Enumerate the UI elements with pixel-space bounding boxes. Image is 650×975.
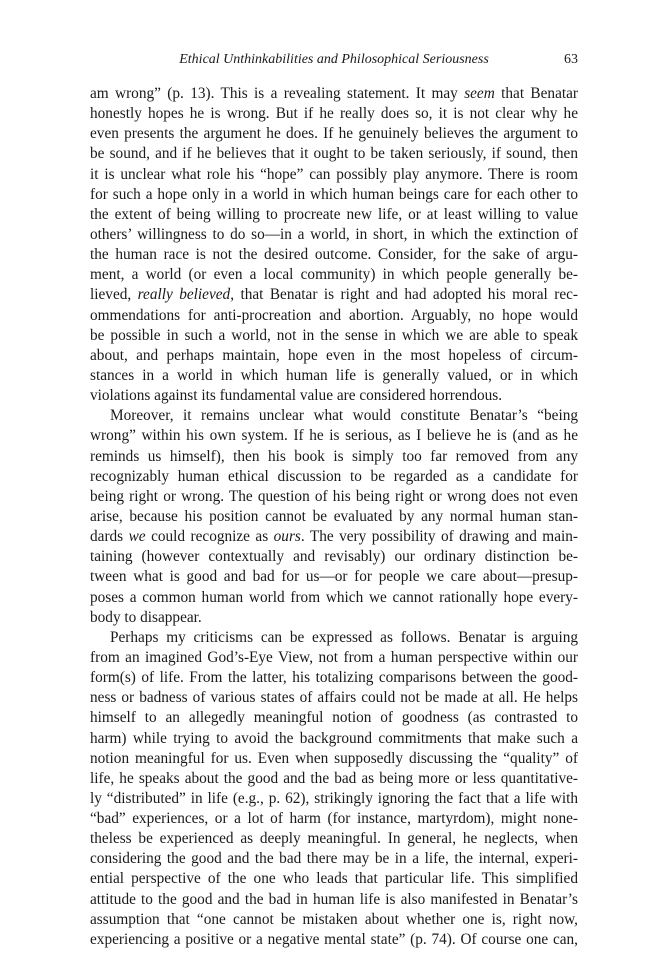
text-line: am wrong” (p. 13). This is a revealing statement. It may seem that Benatar — [90, 85, 578, 102]
text-line: theless be experienced as deeply meaningful. In general, he neglects, when — [90, 830, 578, 848]
text-line: for such a hope only in a world in which human beings care for each other to — [90, 185, 578, 203]
text-line: even presents the argument he does. If he genuinely believes the argument to — [90, 125, 578, 143]
text-line: others’ willingness to do so—in a world, in short, in which the extinction of — [90, 225, 578, 243]
text-line: poses a common human world from which we cannot rationally hope every- — [90, 588, 578, 606]
text-line: about, and perhaps maintain, hope even in the most hopeless of circum- — [90, 346, 578, 364]
text-line: from an imagined God’s-Eye View, not from a human perspective within our — [90, 648, 578, 666]
emphasis: seem — [464, 85, 495, 102]
text-line: stances in a world in which human life is generally valued, or in which — [90, 366, 578, 384]
text-line: honestly hopes he is wrong. But if he really does so, it is not clear why he — [90, 105, 578, 123]
text-line: tween what is good and bad for us—or for people we care about—presup- — [90, 568, 578, 586]
text-line: considering the good and the bad there may be in a life, the internal, experi- — [90, 850, 578, 868]
text-line: arise, because his position cannot be evaluated by any normal human stan- — [90, 507, 578, 525]
text-line: wrong” within his own system. If he is serious, as I believe he is (and as he — [90, 427, 578, 445]
text-line: ness or badness of various states of affairs could not be made at all. He helps — [90, 689, 578, 707]
text-line: body to disappear. — [90, 608, 202, 626]
text-line: dards we could recognize as ours. The very possibility of drawing and main- — [90, 528, 578, 546]
text-line: ential perspective of the one who leads that particular life. This simplified — [90, 870, 578, 888]
body-text — [90, 84, 578, 950]
text-line: being right or wrong. The question of his being right or wrong does not even — [90, 487, 578, 505]
text-line: ommendations for anti-procreation and abortion. Arguably, no hope would — [90, 306, 578, 324]
text-line: harm) while trying to avoid the background commitments that make such a — [90, 729, 578, 747]
text-line: the extent of being willing to procreate new life, or at least willing to value — [90, 205, 578, 223]
text-line: experiencing a positive or a negative mental state” (p. 74). Of course one can, — [90, 930, 578, 948]
text-line: himself to an allegedly meaningful notion of goodness (as contrasted to — [90, 709, 578, 727]
text-line: “bad” experiences, or a lot of harm (for instance, martyrdom), might none- — [90, 810, 578, 828]
text-line: ly “distributed” in life (e.g., p. 62), strikingly ignoring the fact that a life with — [90, 789, 578, 807]
text-line: it is unclear what role his “hope” can possibly play anymore. There is room — [90, 165, 578, 183]
text-line: taining (however contextually and revisably) our ordinary distinction be- — [90, 548, 578, 566]
emphasis: we — [128, 528, 146, 546]
text-line: reminds us himself), then his book is simply too far removed from any — [90, 447, 578, 465]
running-head — [90, 52, 578, 72]
text-line: Perhaps my criticisms can be expressed as follows. Benatar is arguing — [110, 628, 578, 646]
emphasis: ours — [273, 528, 301, 546]
text-line: form(s) of life. From the latter, his totalizing comparisons between the good- — [90, 669, 578, 687]
text-line: be sound, and if he believes that it ought to be taken seriously, if sound, then — [90, 145, 578, 163]
text-line: violations against its fundamental value are considered horrendous. — [90, 387, 503, 405]
text-line: lieved, really believed, that Benatar is right and had adopted his moral rec- — [90, 286, 578, 304]
text-line: recognizably human ethical discussion to be regarded as a candidate for — [90, 467, 578, 485]
running-title: Ethical Unthinkabilities and Philosophical Seriousness — [179, 52, 489, 67]
text-line: Moreover, it remains unclear what would constitute Benatar’s “being — [110, 407, 578, 425]
text-line: assumption that “one cannot be mistaken about whether one is, right now, — [90, 910, 578, 928]
text-line: ment, a world (or even a local community) in which people generally be- — [90, 266, 578, 284]
text-line: attitude to the good and the bad in human life is also manifested in Benatar’s — [90, 890, 578, 908]
text-line: the human race is not the desired outcome. Consider, for the sake of argu- — [90, 246, 578, 264]
text-line: be possible in such a world, not in the sense in which we are able to speak — [90, 326, 578, 344]
text-line: notion meaningful for us. Even when supposedly discussing the “quality” of — [90, 749, 578, 767]
page-number: 63 — [564, 52, 578, 67]
emphasis: really believed — [137, 286, 231, 304]
text-line: life, he speaks about the good and the bad as being more or less quantitative- — [90, 769, 578, 787]
